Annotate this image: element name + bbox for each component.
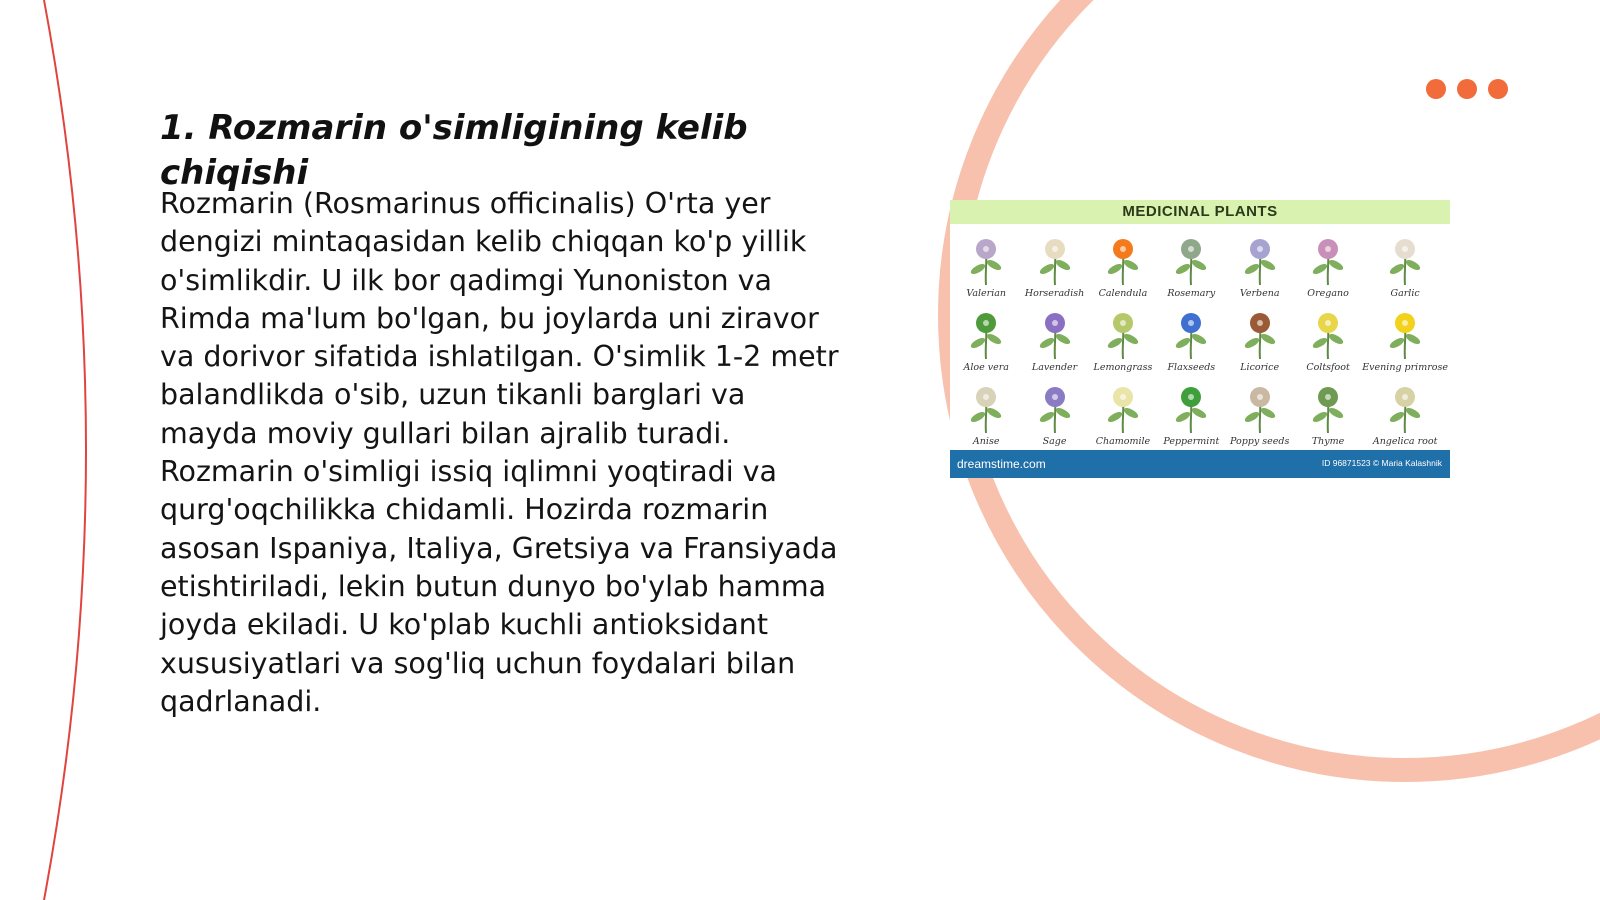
plant-item xyxy=(1362,300,1448,374)
image-footer xyxy=(950,450,1450,478)
plant-illustration-icon xyxy=(1232,309,1288,361)
plant-illustration-icon xyxy=(1163,309,1219,361)
plant-illustration-icon xyxy=(1163,383,1219,435)
plant-item xyxy=(1362,374,1448,448)
plant-illustration-icon xyxy=(1095,309,1151,361)
plant-label: Angelica root xyxy=(1372,436,1438,447)
plant-item xyxy=(1089,226,1157,300)
plant-grid xyxy=(952,226,1448,448)
plant-label: Garlic xyxy=(1390,288,1420,299)
plant-label: Coltsfoot xyxy=(1306,362,1350,373)
plant-item xyxy=(1294,226,1362,300)
plant-illustration-icon xyxy=(1300,235,1356,287)
plant-item xyxy=(1020,300,1088,374)
plant-label: Poppy seeds xyxy=(1230,436,1290,447)
plant-illustration-icon xyxy=(1027,309,1083,361)
plant-illustration-icon xyxy=(958,383,1014,435)
plant-item xyxy=(952,300,1020,374)
plant-label: Evening primrose xyxy=(1362,362,1448,373)
plant-illustration-icon xyxy=(958,235,1014,287)
plant-label: Horseradish xyxy=(1024,288,1085,299)
plant-illustration-icon xyxy=(1232,383,1288,435)
plant-label: Lemongrass xyxy=(1093,362,1153,373)
plant-label: Licorice xyxy=(1240,362,1280,373)
plant-label: Lavender xyxy=(1031,362,1078,373)
plant-illustration-icon xyxy=(1377,309,1433,361)
left-red-curve xyxy=(44,0,86,900)
plant-label: Calendula xyxy=(1098,288,1148,299)
plant-item xyxy=(1020,226,1088,300)
plant-illustration-icon xyxy=(1027,383,1083,435)
slide-body-text: Rozmarin (Rosmarinus officinalis) O'rta yer dengizi mintaqasidan kelib chiqqan ko'p yillik o'simlikdir. U ilk bor qadimgi Yunoniston va Rimda ma'lum bo'lgan, bu joylarda uni ziravor va dorivor sifatida ishlatilgan. O'simlik 1-2 metr balandlikda o'sib, uzun tikanli barglari va mayda moviy gullari bilan ajralib turadi. Rozmarin o'simligi issiq iqlimni yoqtiradi va qurg'oqchilikka chidamli. Hozirda rozmarin asosan Ispaniya, Italiya, Gretsiya va Fransiyada etishtiriladi, lekin butun dunyo bo'ylab hamma joyda ekiladi. U ko'plab kuchli antioksidant xususiyatlari va sog'liq uchun foydalari bilan qadrlanadi. xyxy=(160,187,839,718)
image-header: MEDICINAL PLANTS xyxy=(950,200,1450,224)
plant-item xyxy=(1362,226,1448,300)
plant-item xyxy=(1157,300,1225,374)
slide-title: 1. Rozmarin o'simligining kelib chiqishi xyxy=(160,108,748,193)
plant-illustration-icon xyxy=(1377,383,1433,435)
plant-item xyxy=(1157,226,1225,300)
plant-item xyxy=(1226,374,1294,448)
plant-item xyxy=(1020,374,1088,448)
plant-label: Anise xyxy=(972,436,1000,447)
plant-label: Rosemary xyxy=(1167,288,1216,299)
plant-illustration-icon xyxy=(1232,235,1288,287)
plant-label: Oregano xyxy=(1307,288,1349,299)
watermark-credit: ID 96871523 © Maria Kalashnik xyxy=(1321,458,1442,468)
plant-illustration-icon xyxy=(1163,235,1219,287)
plant-item xyxy=(1226,226,1294,300)
menu-dots-icon xyxy=(1426,79,1508,99)
medicinal-plants-image xyxy=(950,200,1450,478)
dot xyxy=(1488,79,1508,99)
plant-label: Verbena xyxy=(1239,288,1280,299)
plant-label: Valerian xyxy=(966,288,1007,299)
plant-item xyxy=(952,374,1020,448)
plant-item xyxy=(1294,374,1362,448)
plant-illustration-icon xyxy=(1300,309,1356,361)
plant-label: Flaxseeds xyxy=(1167,362,1216,373)
plant-item xyxy=(1157,374,1225,448)
plant-illustration-icon xyxy=(1027,235,1083,287)
plant-illustration-icon xyxy=(1300,383,1356,435)
plant-item xyxy=(1089,374,1157,448)
dot xyxy=(1457,79,1477,99)
plant-item xyxy=(1294,300,1362,374)
plant-label: Chamomile xyxy=(1095,436,1151,447)
plant-label: Aloe vera xyxy=(963,362,1009,373)
plant-item xyxy=(952,226,1020,300)
plant-label: Thyme xyxy=(1311,436,1345,447)
plant-label: Sage xyxy=(1042,436,1067,447)
plant-illustration-icon xyxy=(1377,235,1433,287)
watermark-site: dreamstime.com xyxy=(957,457,1046,471)
plant-item xyxy=(1089,300,1157,374)
plant-illustration-icon xyxy=(958,309,1014,361)
plant-illustration-icon xyxy=(1095,235,1151,287)
plant-label: Peppermint xyxy=(1163,436,1220,447)
dot xyxy=(1426,79,1446,99)
plant-illustration-icon xyxy=(1095,383,1151,435)
plant-item xyxy=(1226,300,1294,374)
